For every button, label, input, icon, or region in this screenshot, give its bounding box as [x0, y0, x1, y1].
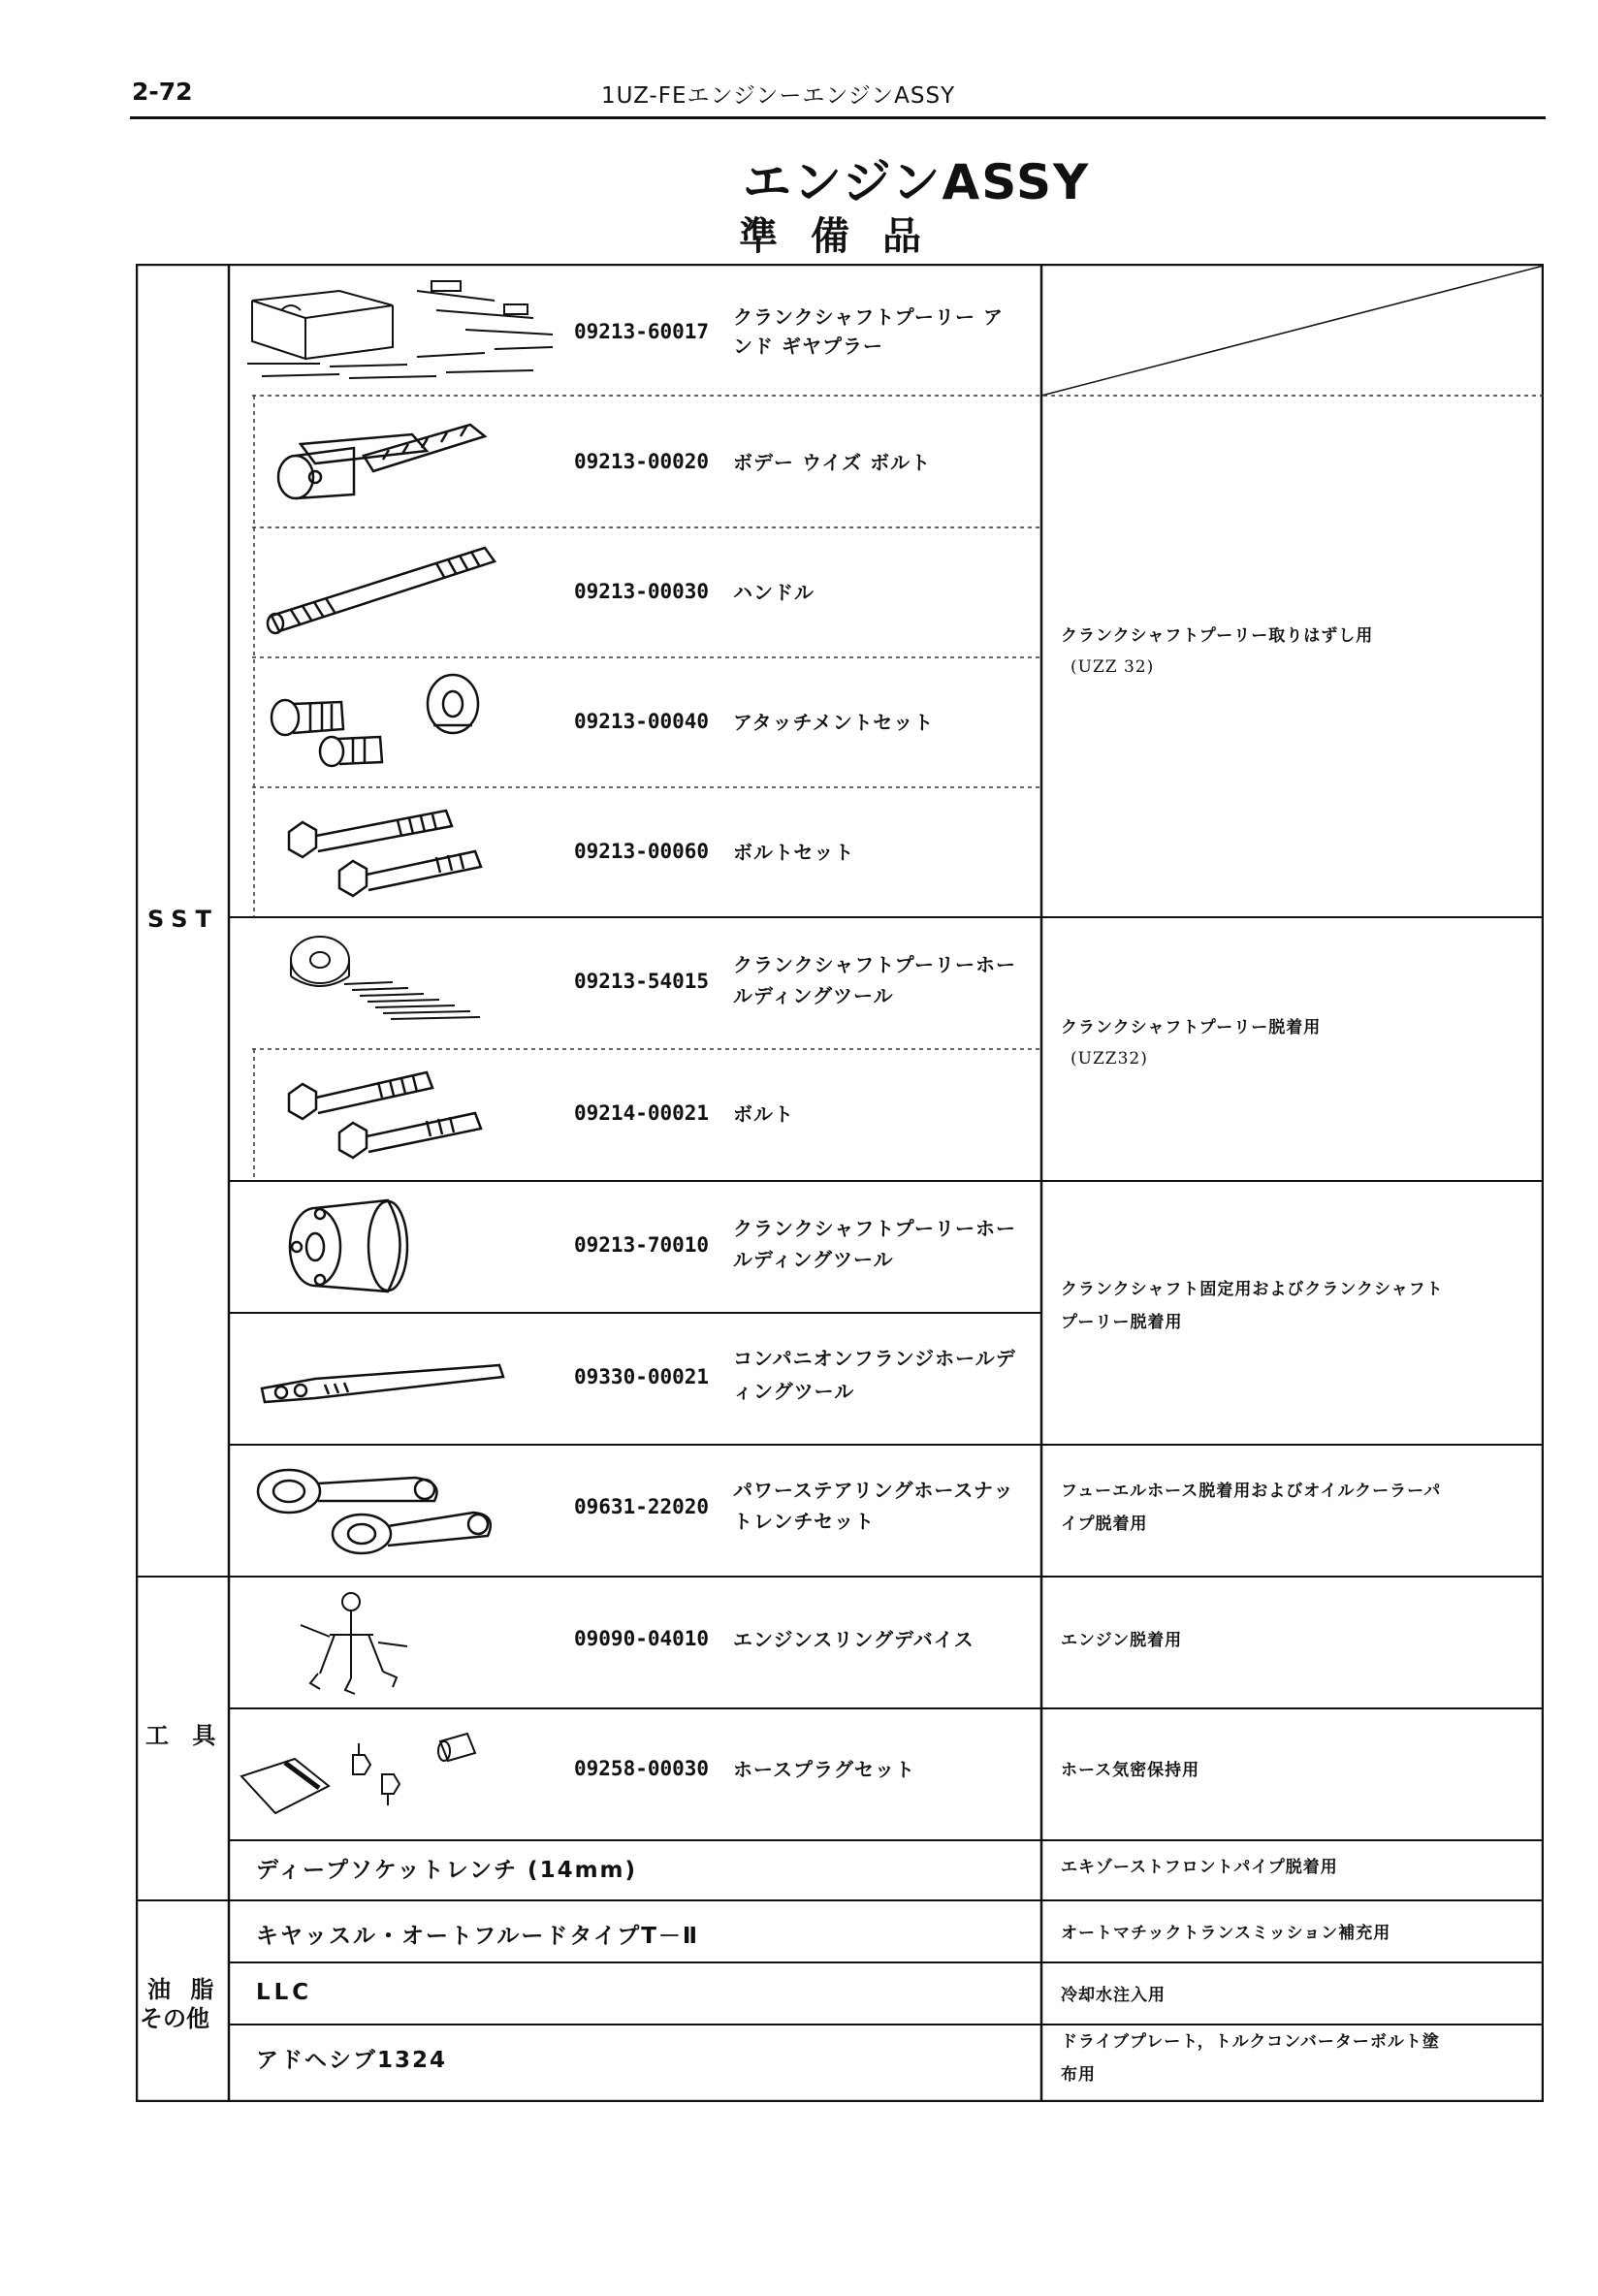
- usage-text: フューエルホース脱着用およびオイルクーラーパ: [1061, 1482, 1442, 1501]
- usage-text: クランクシャフトプーリー取りはずし用: [1061, 626, 1374, 646]
- holding-tool-icon: [276, 926, 490, 1033]
- body-bolt-icon: [267, 407, 490, 514]
- page-number: 2-72: [132, 78, 193, 106]
- part-name-line2: トレンチセット: [733, 1510, 876, 1533]
- part-name-line1: クランクシャフトプーリーホー: [733, 953, 1016, 976]
- header-rule: [130, 116, 1546, 119]
- part-number: 09213-00040: [574, 710, 710, 733]
- category-oils-line2: その他: [140, 2005, 209, 2032]
- part-name: アタッチメントセット: [733, 711, 935, 734]
- part-name: エンジンスリングデバイス: [733, 1628, 975, 1651]
- usage-text: エンジン脱着用: [1061, 1631, 1183, 1650]
- part-name-line2: ルディングツール: [733, 984, 894, 1007]
- part-name: ボルトセット: [733, 841, 855, 864]
- page-title: エンジンASSY: [743, 154, 1091, 210]
- fluid-name: キヤッスル・オートフルードタイプT－Ⅱ: [256, 1924, 700, 1949]
- socket-wrench-name: ディープソケットレンチ (14mm): [256, 1858, 638, 1883]
- hub-tool-icon: [281, 1191, 427, 1302]
- part-name: ハンドル: [733, 581, 815, 604]
- part-number: 09213-00060: [574, 840, 710, 863]
- part-name-line2: ルディングツール: [733, 1248, 894, 1271]
- attachment-icon: [264, 669, 516, 776]
- section-title: 1UZ-FEエンジンーエンジンASSY: [601, 83, 956, 109]
- part-name-line1: クランクシャフトプーリー ア: [733, 305, 1004, 329]
- usage-text: クランクシャフト固定用およびクランクシャフト: [1061, 1280, 1444, 1299]
- usage-text: エキゾーストフロントパイプ脱着用: [1061, 1858, 1338, 1877]
- category-sst: SST: [147, 906, 219, 933]
- part-name-line1: パワーステアリングホースナッ: [733, 1479, 1014, 1502]
- category-tools: 工 具: [145, 1722, 224, 1749]
- part-number: 09213-00020: [574, 450, 710, 473]
- usage-text: 冷却水注入用: [1061, 1986, 1166, 2005]
- adhesive-name: アドヘシブ1324: [256, 2048, 448, 2073]
- part-name-line1: クランクシャフトプーリーホー: [733, 1217, 1016, 1240]
- usage-text-model: (UZZ32): [1071, 1049, 1148, 1068]
- hose-plug-icon: [237, 1716, 498, 1823]
- part-number: 09258-00030: [574, 1757, 710, 1780]
- part-number: 09213-54015: [574, 970, 710, 993]
- part-number: 09631-22020: [574, 1495, 710, 1518]
- part-name-line1: コンパニオンフランジホールデ: [733, 1347, 1016, 1370]
- usage-text: ホース気密保持用: [1061, 1761, 1200, 1780]
- part-number: 09214-00021: [574, 1101, 710, 1125]
- part-number: 09330-00021: [574, 1365, 710, 1388]
- bolt-icon: [281, 1059, 495, 1165]
- part-name-line2: ィングツール: [733, 1380, 855, 1403]
- part-number: 09213-70010: [574, 1233, 710, 1257]
- flange-tool-icon: [257, 1355, 509, 1414]
- bolt-set-icon: [281, 797, 495, 904]
- sling-device-icon: [291, 1586, 417, 1703]
- wrench-set-icon: [250, 1454, 502, 1566]
- part-number: 09090-04010: [574, 1627, 710, 1650]
- usage-text-model: (UZZ 32): [1071, 657, 1155, 677]
- coolant-name: LLC: [256, 1980, 313, 2005]
- page-subtitle: 準備品: [739, 214, 954, 259]
- usage-text: クランクシャフトプーリー脱着用: [1061, 1018, 1322, 1037]
- usage-text-line2: 布用: [1061, 2065, 1096, 2085]
- part-number: 09213-00030: [574, 580, 710, 603]
- part-name: ボルト: [733, 1102, 794, 1126]
- usage-text: オートマチックトランスミッション補充用: [1061, 1924, 1391, 1943]
- category-oils-line1: 油 脂: [147, 1976, 220, 2003]
- usage-text-line2: プーリー脱着用: [1061, 1313, 1183, 1332]
- part-name: ボデー ウイズ ボルト: [733, 451, 932, 474]
- part-name-line2: ンド ギヤプラー: [733, 335, 883, 358]
- handle-icon: [262, 538, 504, 645]
- usage-text: ドライブプレート，トルクコンバーターボルト塗: [1061, 2032, 1440, 2052]
- part-name: ホースプラグセット: [733, 1758, 915, 1781]
- puller-set-icon: [242, 271, 562, 388]
- usage-text-line2: イプ脱着用: [1061, 1515, 1148, 1534]
- part-number: 09213-60017: [574, 320, 710, 343]
